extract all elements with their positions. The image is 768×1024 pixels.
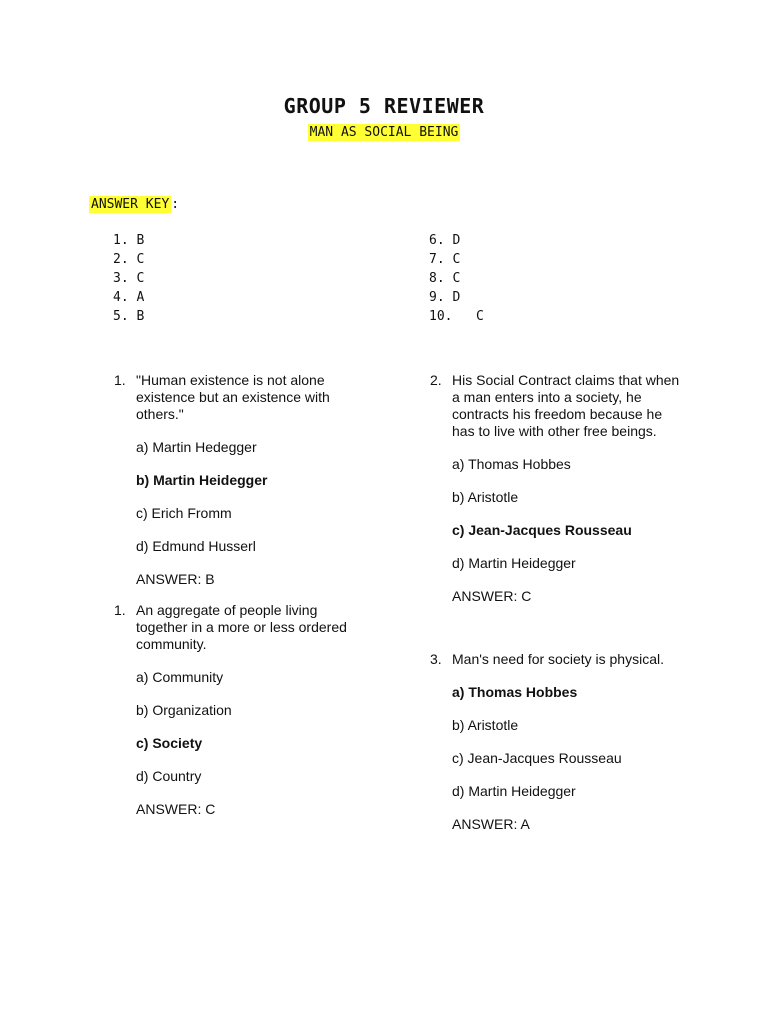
question-text: "Human existence is not alone existence but an existence with others." [136,372,330,422]
question-option: b) Organization [136,702,232,718]
page-title: GROUP 5 REVIEWER [283,94,485,118]
question-text: Man's need for society is physical. [452,651,664,667]
question-option: c) Erich Fromm [136,505,232,521]
question-block [114,372,351,588]
question-option-correct: c) Jean-Jacques Rousseau [452,522,632,538]
question-answer: ANSWER: A [452,816,530,832]
question-block [430,372,687,605]
question-option: d) Edmund Husserl [136,538,256,554]
answer-key-label [89,197,179,212]
answer-key-item: 9. D [429,290,461,305]
answer-key-left-column [113,231,144,326]
question-text: His Social Contract claims that when a man enters into a society, he contracts his freedom because he has to live with other free beings. [452,372,680,439]
subtitle-highlight: MAN AS SOCIAL BEING [309,125,459,140]
answer-key-item: 2. C [113,252,145,267]
question-option: a) Thomas Hobbes [452,456,571,472]
answer-key-item: 8. C [429,271,461,286]
answer-key-item: 10. C [429,309,484,324]
question-option-correct: c) Society [136,735,203,751]
answer-key-right-column [429,231,484,326]
question-option: d) Martin Heidegger [452,783,576,799]
question-option: c) Jean-Jacques Rousseau [452,750,622,766]
answer-key-item: 4. A [113,290,145,305]
question-text: An aggregate of people living together in a more or less ordered community. [136,602,347,652]
question-number: 3. [430,651,442,667]
question-option: a) Martin Hedegger [136,439,257,455]
answer-key-item: 5. B [113,309,145,324]
question-block [114,602,351,818]
answer-key-highlight: ANSWER KEY [91,197,170,212]
question-number: 2. [430,372,442,388]
question-option: a) Community [136,669,224,685]
answer-key-colon: : [171,197,180,212]
question-option: b) Aristotle [452,717,519,733]
page-subtitle [0,125,768,140]
question-option: d) Martin Heidegger [452,555,576,571]
question-number: 1. [114,602,126,618]
answer-key-item: 1. B [113,233,145,248]
question-answer: ANSWER: B [136,571,215,587]
question-option-correct: b) Martin Heidegger [136,472,268,488]
answer-key-item: 7. C [429,252,461,267]
answer-key-item: 3. C [113,271,145,286]
question-option: d) Country [136,768,202,784]
question-number: 1. [114,372,126,388]
question-answer: ANSWER: C [452,588,532,604]
question-option: b) Aristotle [452,489,519,505]
answer-key-item: 6. D [429,233,461,248]
question-answer: ANSWER: C [136,801,216,817]
question-option-correct: a) Thomas Hobbes [452,684,578,700]
question-block [430,651,687,833]
